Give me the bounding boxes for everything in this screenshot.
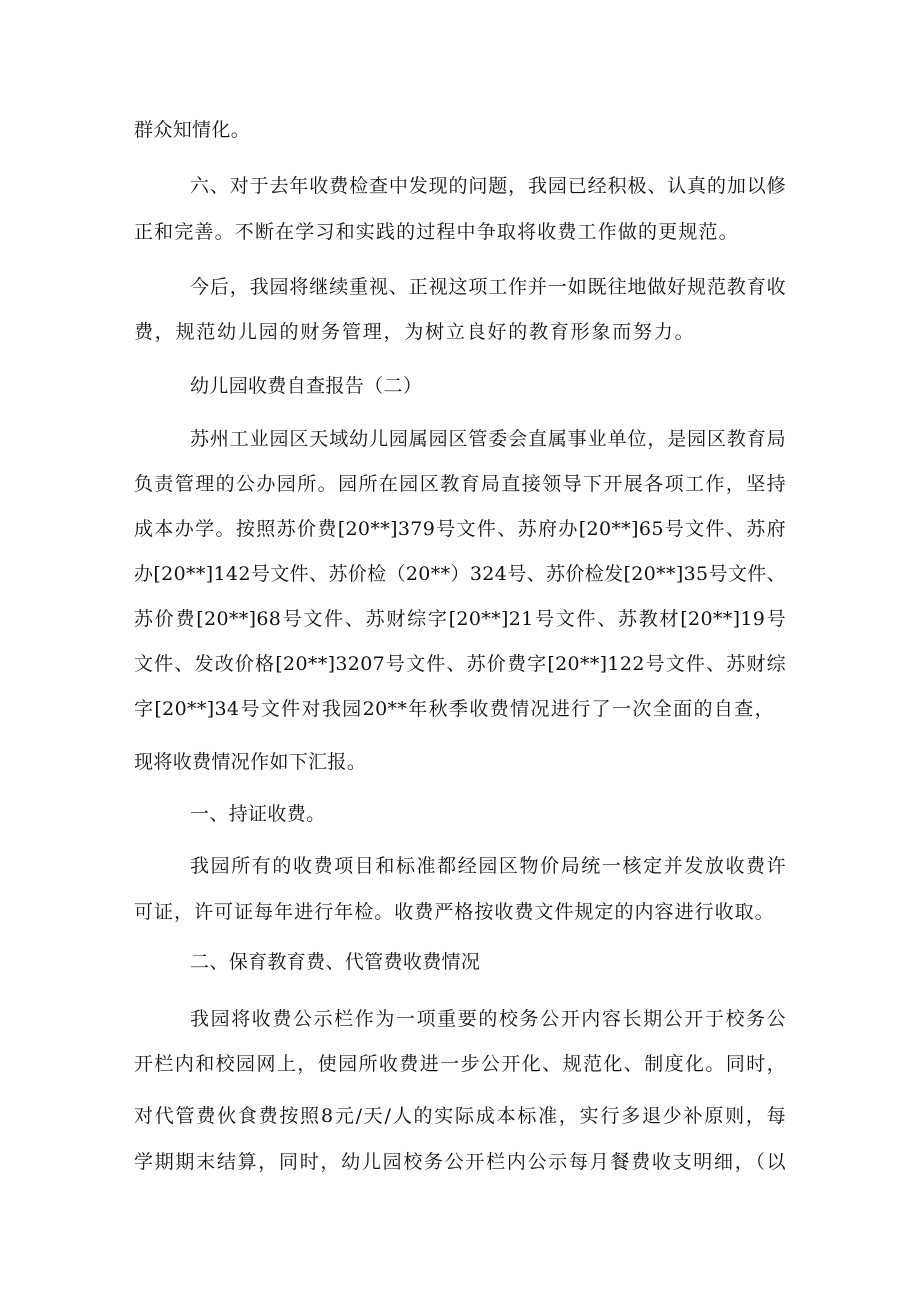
text-line: 对代管费伙食费按照8元/天/人的实际成本标准，实行多退少补原则，每 (134, 1105, 786, 1127)
text-line: 学期期末结算，同时，幼儿园校务公开栏内公示每月餐费收支明细，（以 (134, 1151, 786, 1173)
text-line: 文件、发改价格[20**]3207号文件、苏价费字[20**]122号文件、苏财综 (134, 653, 786, 675)
text-line: 负责管理的公办园所。园所在园区教育局直接领导下开展各项工作，坚持 (134, 473, 786, 495)
text-line: 今后，我园将继续重视、正视这项工作并一如既往地做好规范教育收 (190, 276, 786, 298)
text-line: 办[20**]142号文件、苏价检（20**）324号、苏价检发[20**]35号文件、 (134, 563, 786, 585)
text-line: 成本办学。按照苏价费[20**]379号文件、苏府办[20**]65号文件、苏府 (134, 518, 786, 540)
text-line: 费，规范幼儿园的财务管理，为树立良好的教育形象而努力。 (134, 321, 694, 343)
text-line: 现将收费情况作如下汇报。 (134, 751, 367, 773)
section-heading: 一、持证收费。 (190, 803, 326, 825)
text-line: 我园将收费公示栏作为一项重要的校务公开内容长期公开于校务公 (190, 1008, 786, 1030)
section-heading: 幼儿园收费自查报告（二） (190, 375, 423, 397)
text-line: 开栏内和校园网上，使园所收费进一步公开化、规范化、制度化。同时， (134, 1053, 786, 1075)
text-line: 可证，许可证每年进行年检。收费严格按收费文件规定的内容进行收取。 (134, 901, 774, 923)
section-heading: 二、保育教育费、代管费收费情况 (190, 951, 481, 973)
text-line: 正和完善。不断在学习和实践的过程中争取将收费工作做的更规范。 (134, 221, 738, 243)
text-line: 我园所有的收费项目和标准都经园区物价局统一核定并发放收费许 (190, 855, 786, 877)
text-line: 群众知情化。 (134, 119, 251, 141)
text-line: 字[20**]34号文件对我园20**年秋季收费情况进行了一次全面的自查， (134, 698, 774, 720)
text-line: 六、对于去年收费检查中发现的问题，我园已经积极、认真的加以修 (190, 175, 786, 197)
text-line: 苏州工业园区天域幼儿园属园区管委会直属事业单位，是园区教育局 (190, 428, 786, 450)
text-line: 苏价费[20**]68号文件、苏财综字[20**]21号文件、苏教材[20**]19号 (134, 608, 786, 630)
